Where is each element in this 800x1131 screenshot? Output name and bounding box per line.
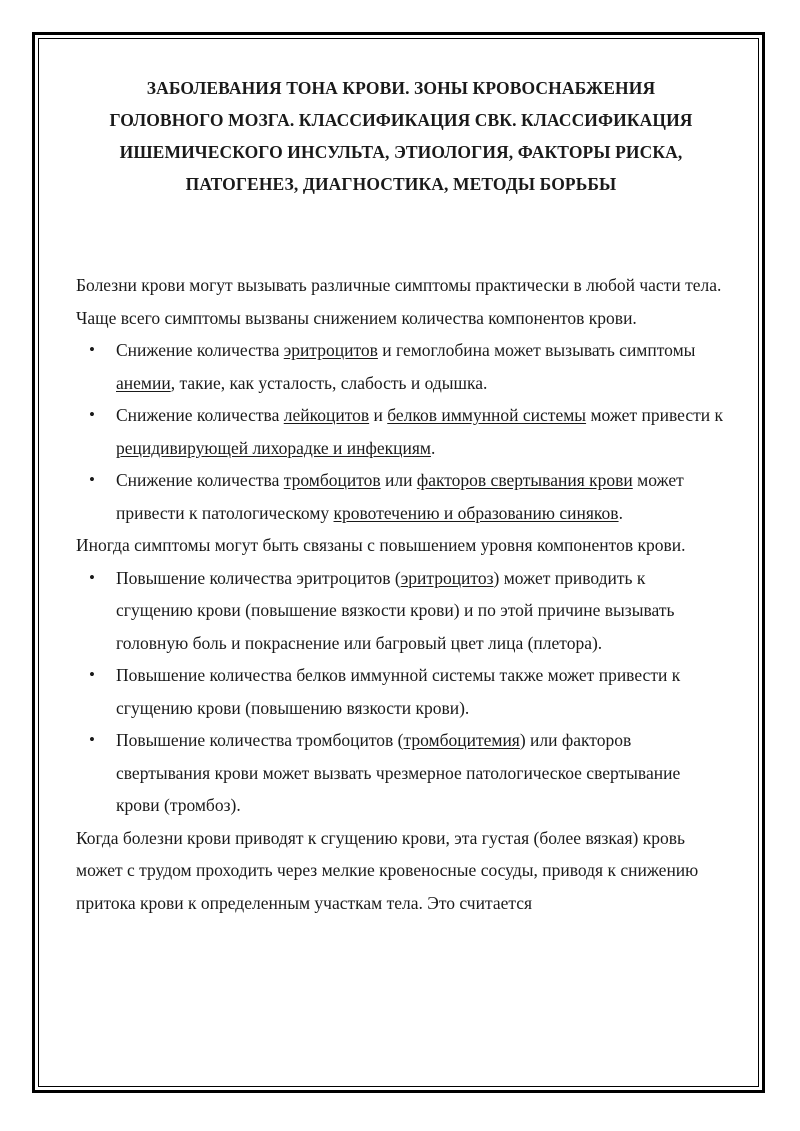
text-run: Повышение количества тромбоцитов (	[116, 730, 404, 750]
text-run: и	[369, 405, 388, 425]
list-item	[76, 562, 726, 660]
link-leukocytes[interactable]: лейкоцитов	[283, 405, 370, 425]
list-item	[76, 464, 726, 529]
text-run: или	[380, 470, 417, 490]
link-bleeding-bruising[interactable]: кровотечению и образованию синяков	[333, 502, 619, 523]
list-item	[76, 334, 726, 399]
text-run: Снижение количества	[116, 340, 284, 360]
text-run: , такие, как усталость, слабость и одышка.	[170, 372, 488, 393]
increase-symptoms-list	[76, 562, 726, 822]
link-recurrent-fever-infections[interactable]: рецидивирующей лихорадке и инфекциям	[116, 437, 431, 458]
link-anemia[interactable]: анемии	[116, 372, 171, 393]
title-line: ЗАБОЛЕВАНИЯ ТОНА КРОВИ. ЗОНЫ КРОВОСНАБЖЕНИЯ	[146, 78, 656, 98]
text-run: .	[430, 437, 436, 458]
link-immune-proteins[interactable]: белков иммунной системы	[387, 405, 587, 425]
text-run: Снижение количества	[116, 405, 284, 425]
list-item	[76, 399, 726, 464]
text-run: Повышение количества белков иммунной системы также может привести к сгущению крови (повышению вязкости крови).	[116, 665, 681, 718]
link-thrombocythemia[interactable]: тромбоцитемия	[403, 730, 520, 750]
text-run: Повышение количества эритроцитов (	[116, 567, 401, 588]
document-body	[76, 269, 726, 919]
closing-paragraph: Когда болезни крови приводят к сгущению крови, эта густая (более вязкая) кровь может с трудом проходить через мелкие кровеносные сосуды, приводя к снижению притока крови к определенным участкам тела. Это считается	[76, 827, 699, 913]
intro-paragraph: Болезни крови могут вызывать различные симптомы практически в любой части тела. Чаще всего симптомы вызваны снижением количества компонентов крови.	[76, 275, 722, 328]
text-run: .	[618, 502, 623, 523]
link-platelets[interactable]: тромбоцитов	[283, 470, 381, 490]
title-line: ИШЕМИЧЕСКОГО ИНСУЛЬТА, ЭТИОЛОГИЯ, ФАКТОРЫ РИСКА,	[119, 142, 683, 162]
text-run: может привести к	[586, 405, 723, 425]
text-run: ) может приводить к сгущению крови (повышение вязкости крови) и по этой причине вызывать головную боль и покраснение или багровый цвет лица (плетора).	[116, 567, 675, 653]
link-erythrocytosis[interactable]: эритроцитоз	[400, 567, 494, 588]
list-item	[76, 659, 726, 724]
document-content	[76, 72, 726, 919]
text-run: может привести к патологическому	[116, 470, 684, 523]
link-clotting-factors[interactable]: факторов свертывания крови	[416, 470, 633, 490]
text-run: Снижение количества	[116, 470, 284, 490]
list-item	[76, 724, 726, 822]
text-run: ) или факторов свертывания крови может вызвать чрезмерное патологическое свертывание крови (тромбоз).	[116, 730, 681, 815]
decrease-symptoms-list	[76, 334, 726, 529]
document-title	[76, 72, 726, 200]
text-run: и гемоглобина может вызывать симптомы	[377, 340, 696, 360]
middle-paragraph: Иногда симптомы могут быть связаны с повышением уровня компонентов крови.	[76, 535, 686, 555]
title-line: ПАТОГЕНЕЗ, ДИАГНОСТИКА, МЕТОДЫ БОРЬБЫ	[185, 174, 617, 194]
title-line: ГОЛОВНОГО МОЗГА. КЛАССИФИКАЦИЯ СВК. КЛАССИФИКАЦИЯ	[109, 110, 693, 130]
link-erythrocytes[interactable]: эритроцитов	[283, 340, 378, 360]
